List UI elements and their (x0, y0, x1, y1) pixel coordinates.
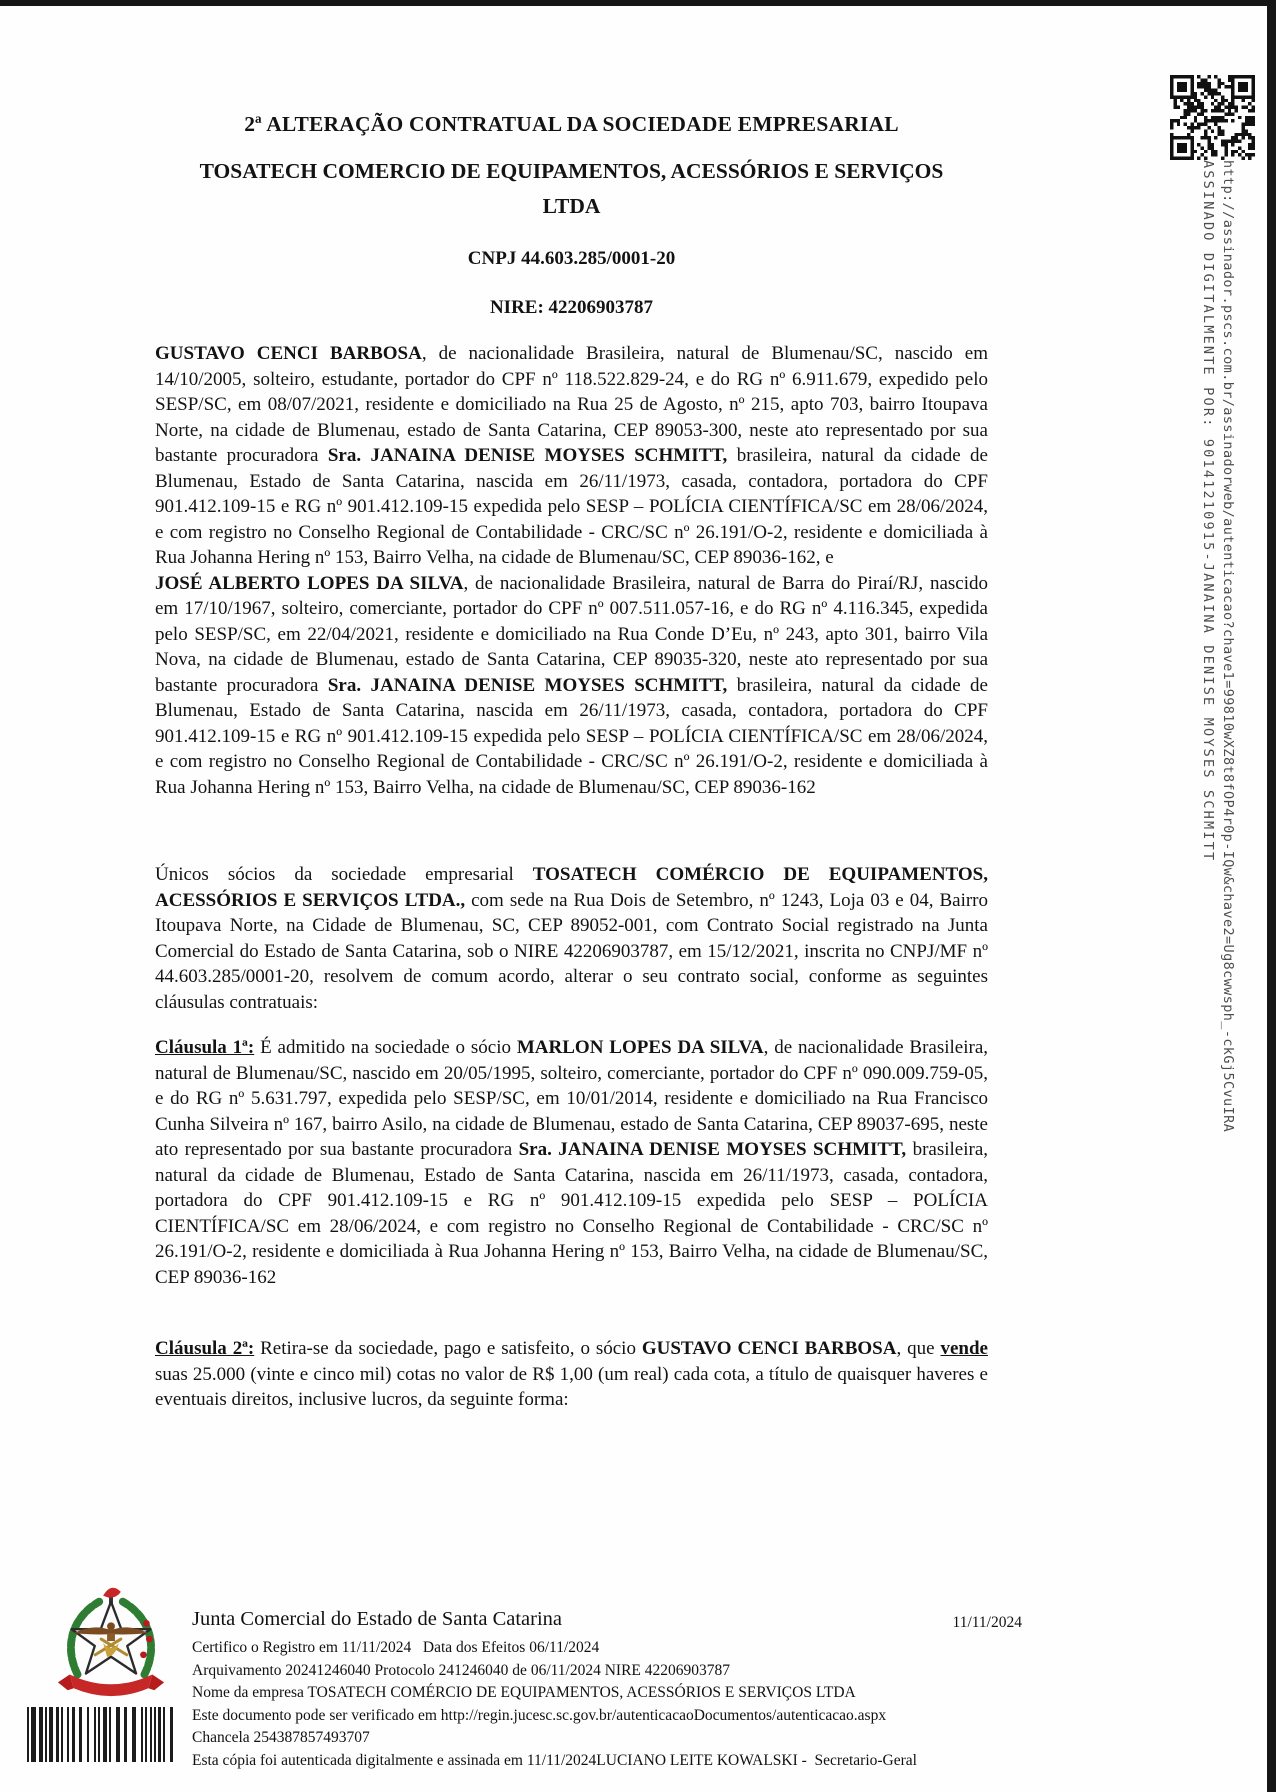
document-paragraph: Cláusula 2ª: Retira-se da sociedade, pago e satisfeito, o sócio GUSTAVO CENCI BARBOSA, que vende suas 25.000 (vinte e cinco mil) cotas no valor de R$ 1,00 (um real) cada cota, a título de quaisquer haveres e eventuais direitos, inclusive lucros, da seguinte forma: (155, 1338, 988, 1410)
signature-verification-url: http://assinador.pscs.com.br/assinadorweb/autenticacao?chave1=99810wXZ8t8fOP4r0p-IQw&chave2=Ug8cwwsph_-ckGj5CvuIRA (1220, 160, 1236, 1133)
signature-signed-by: ASSINADO DIGITALMENTE POR: 90141210915-JANAINA DENISE MOYSES SCHMITT (1200, 160, 1216, 863)
document-paragraph: Únicos sócios da sociedade empresarial TOSATECH COMÉRCIO DE EQUIPAMENTOS, ACESSÓRIOS E SERVIÇOS LTDA., com sede na Rua Dois de Setembro, nº 1243, Loja 03 e 04, Bairro Itoupava Norte, na Cidade de Blumenau, SC, CEP 89052-001, com Contrato Social registrado na Junta Comercial do Estado de Santa Catarina, sob o NIRE 42206903787, em 15/12/2021, inscrita no CNPJ/MF nº 44.603.285/0001-20, resolvem de comum acordo, alterar o seu contrato social, conforme as seguintes cláusulas contratuais: (155, 864, 988, 1013)
scan-right-border (1267, 0, 1276, 1792)
footer-line: Esta cópia foi autenticada digitalmente e assinada em 11/11/2024LUCIANO LEITE KOWALSKI - Secretario-Geral (192, 1751, 917, 1769)
footer-line: Chancela 254387857493707 (192, 1729, 370, 1747)
document-paragraph: JOSÉ ALBERTO LOPES DA SILVA, de nacionalidade Brasileira, natural de Barra do Piraí/RJ, nascido em 17/10/1967, solteiro, comerciante, portador do CPF nº 007.511.057-16, e do RG nº 4.116.345, expedida pelo SESP/SC, em 22/04/2021, residente e domiciliado na Rua Conde D’Eu, nº 243, apto 301, bairro Vila Nova, na cidade de Blumenau, estado de Santa Catarina, CEP 89035-320, neste ato representado por sua bastante procuradora Sra. JANAINA DENISE MOYSES SCHMITT, brasileira, natural da cidade de Blumenau, Estado de Santa Catarina, nascida em 26/11/1973, casada, contadora, portadora do CPF 901.412.109-15 e RG nº 901.412.109-15 expedida pelo SESP – POLÍCIA CIENTÍFICA/SC em 28/06/2024, e com registro no Conselho Regional de Contabilidade - CRC/SC nº 26.191/O-2, residente e domiciliada à Rua Johanna Hering nº 153, Bairro Velha, na cidade de Blumenau/SC, CEP 89036-162 (155, 572, 988, 798)
document-title: 2ª ALTERAÇÃO CONTRATUAL DA SOCIEDADE EMPRESARIAL (244, 112, 899, 136)
digital-signature-strip (1198, 160, 1238, 1560)
footer-date: 11/11/2024 (952, 1614, 1022, 1631)
document-paragraph: Cláusula 1ª: É admitido na sociedade o sócio MARLON LOPES DA SILVA, de nacionalidade Brasileira, natural de Blumenau/SC, nascido em 20/05/1995, solteiro, comerciante, portador do CPF nº 090.009.759-05, e do RG nº 5.631.797, expedida pelo SESP/SC, em 10/01/2014, residente e domiciliado na Rua Francisco Cunha Silveira nº 167, bairro Asilo, na cidade de Blumenau, estado de Santa Catarina, CEP 89037-695, neste ato representado por sua bastante procuradora Sra. JANAINA DENISE MOYSES SCHMITT, brasileira, natural da cidade de Blumenau, Estado de Santa Catarina, nascida em 26/11/1973, casada, contadora, portadora do CPF 901.412.109-15 e RG nº 901.412.109-15 expedida pelo SESP – POLÍCIA CIENTÍFICA/SC em 28/06/2024, e com registro no Conselho Regional de Contabilidade - CRC/SC nº 26.191/O-2, residente e domiciliada à Rua Johanna Hering nº 153, Bairro Velha, na cidade de Blumenau/SC, CEP 89036-162 (155, 1037, 988, 1288)
barcode-icon (27, 1707, 173, 1762)
santa-catarina-coat-of-arms-icon (52, 1584, 170, 1702)
footer-line: Certifico o Registro em 11/11/2024 Data dos Efeitos 06/11/2024 (192, 1639, 600, 1656)
footer-line: Este documento pode ser verificado em http://regin.jucesc.sc.gov.br/autenticacaoDocumentos/autenticacao.aspx (192, 1706, 887, 1724)
qr-code-icon (1170, 75, 1255, 160)
document-body (155, 341, 988, 1413)
nire-line: NIRE: 42206903787 (489, 297, 654, 318)
scan-top-border (0, 0, 1276, 6)
footer-agency-name: Junta Comercial do Estado de Santa Catarina (192, 1608, 563, 1630)
footer-line: Arquivamento 20241246040 Protocolo 241246040 de 06/11/2024 NIRE 42206903787 (192, 1661, 731, 1679)
company-name-title: TOSATECH COMERCIO DE EQUIPAMENTOS, ACESSÓRIOS E SERVIÇOS LTDA (199, 159, 944, 218)
document-paragraph: GUSTAVO CENCI BARBOSA, de nacionalidade Brasileira, natural de Blumenau/SC, nascido em 14/10/2005, solteiro, estudante, portador do CPF nº 118.522.829-24, e do RG nº 6.911.679, expedido pelo SESP/SC, em 08/07/2021, residente e domiciliado na Rua 25 de Agosto, nº 215, apto 703, bairro Itoupava Norte, na cidade de Blumenau, estado de Santa Catarina, CEP 89053-300, neste ato representado por sua bastante procuradora Sra. JANAINA DENISE MOYSES SCHMITT, brasileira, natural da cidade de Blumenau, Estado de Santa Catarina, nascida em 26/11/1973, casada, contadora, portadora do CPF 901.412.109-15 e RG nº 901.412.109-15 expedida pelo SESP – POLÍCIA CIENTÍFICA/SC em 28/06/2024, e com registro no Conselho Regional de Contabilidade - CRC/SC nº 26.191/O-2, residente e domiciliada à Rua Johanna Hering nº 153, Bairro Velha, na cidade de Blumenau/SC, CEP 89036-162, e (155, 343, 988, 568)
footer-certification-lines (192, 1637, 1072, 1773)
cnpj-line: CNPJ 44.603.285/0001-20 (467, 248, 676, 269)
footer-line: Nome da empresa TOSATECH COMÉRCIO DE EQUIPAMENTOS, ACESSÓRIOS E SERVIÇOS LTDA (192, 1684, 856, 1702)
document-content (155, 112, 988, 1413)
